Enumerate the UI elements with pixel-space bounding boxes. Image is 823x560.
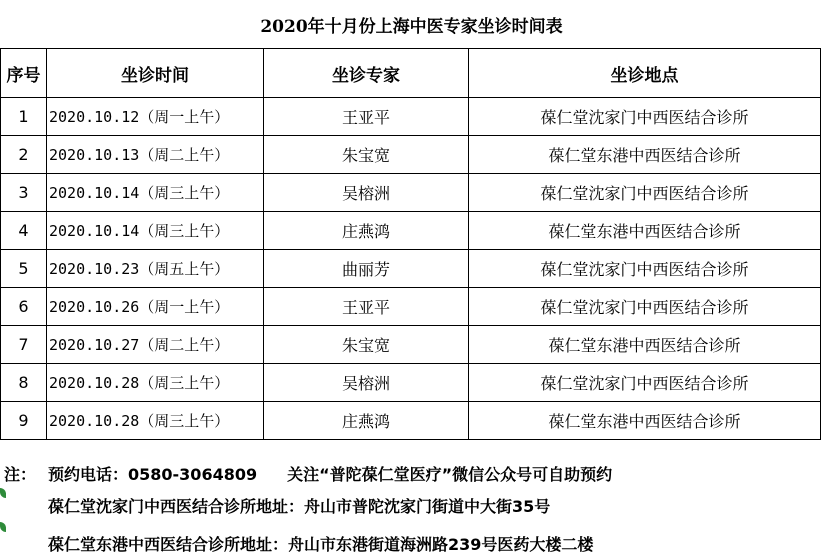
- cell-location: 葆仁堂沈家门中西医结合诊所: [469, 98, 821, 136]
- cell-expert: 曲丽芳: [264, 250, 469, 288]
- cell-number: 3: [1, 174, 47, 212]
- cell-location: 葆仁堂东港中西医结合诊所: [469, 402, 821, 440]
- cell-location: 葆仁堂沈家门中西医结合诊所: [469, 174, 821, 212]
- table-row: [1, 288, 821, 326]
- header-location: 坐诊地点: [469, 49, 821, 98]
- table-row: [1, 212, 821, 250]
- schedule-table: [0, 48, 821, 440]
- table-row: [1, 326, 821, 364]
- cell-expert: 庄燕鸿: [264, 402, 469, 440]
- note-label: 注：: [4, 465, 37, 484]
- address-shenjiamen: 葆仁堂沈家门中西医结合诊所地址：舟山市普陀沈家门街道中大街35号: [48, 497, 551, 516]
- cell-time: 2020.10.13（周二上午）: [47, 136, 264, 174]
- cell-time: 2020.10.23（周五上午）: [47, 250, 264, 288]
- cell-expert: 吴榕洲: [264, 174, 469, 212]
- cell-time: 2020.10.14（周三上午）: [47, 174, 264, 212]
- table-row: [1, 174, 821, 212]
- address-donggang: 葆仁堂东港中西医结合诊所地址：舟山市东港街道海洲路239号医药大楼二楼: [48, 535, 594, 554]
- leaf-decoration-icon: [0, 488, 6, 498]
- cell-time: 2020.10.26（周一上午）: [47, 288, 264, 326]
- cell-number: 1: [1, 98, 47, 136]
- booking-phone: 预约电话：0580-3064809: [48, 465, 258, 484]
- page-title: 2020年十月份上海中医专家坐诊时间表: [260, 17, 563, 37]
- cell-location: 葆仁堂东港中西医结合诊所: [469, 326, 821, 364]
- header-expert: 坐诊专家: [264, 49, 469, 98]
- table-row: [1, 98, 821, 136]
- wechat-notice: 关注“普陀葆仁堂医疗”微信公众号可自助预约: [287, 465, 613, 484]
- cell-expert: 朱宝宽: [264, 326, 469, 364]
- cell-time: 2020.10.12（周一上午）: [47, 98, 264, 136]
- cell-number: 6: [1, 288, 47, 326]
- cell-expert: 王亚平: [264, 98, 469, 136]
- cell-number: 9: [1, 402, 47, 440]
- cell-location: 葆仁堂沈家门中西医结合诊所: [469, 250, 821, 288]
- cell-number: 4: [1, 212, 47, 250]
- cell-expert: 王亚平: [264, 288, 469, 326]
- cell-expert: 吴榕洲: [264, 364, 469, 402]
- cell-number: 7: [1, 326, 47, 364]
- header-time: 坐诊时间: [47, 49, 264, 98]
- cell-expert: 庄燕鸿: [264, 212, 469, 250]
- cell-location: 葆仁堂东港中西医结合诊所: [469, 212, 821, 250]
- cell-time: 2020.10.27（周二上午）: [47, 326, 264, 364]
- table-header-row: [1, 49, 821, 98]
- cell-time: 2020.10.14（周三上午）: [47, 212, 264, 250]
- cell-time: 2020.10.28（周三上午）: [47, 402, 264, 440]
- cell-time: 2020.10.28（周三上午）: [47, 364, 264, 402]
- cell-number: 5: [1, 250, 47, 288]
- cell-location: 葆仁堂沈家门中西医结合诊所: [469, 364, 821, 402]
- table-row: [1, 136, 821, 174]
- table-row: [1, 364, 821, 402]
- note-contact-line: [4, 462, 612, 485]
- cell-expert: 朱宝宽: [264, 136, 469, 174]
- table-row: [1, 402, 821, 440]
- cell-location: 葆仁堂东港中西医结合诊所: [469, 136, 821, 174]
- cell-number: 2: [1, 136, 47, 174]
- leaf-decoration-icon: [0, 522, 6, 532]
- header-number: 序号: [1, 49, 47, 98]
- cell-number: 8: [1, 364, 47, 402]
- cell-location: 葆仁堂沈家门中西医结合诊所: [469, 288, 821, 326]
- table-row: [1, 250, 821, 288]
